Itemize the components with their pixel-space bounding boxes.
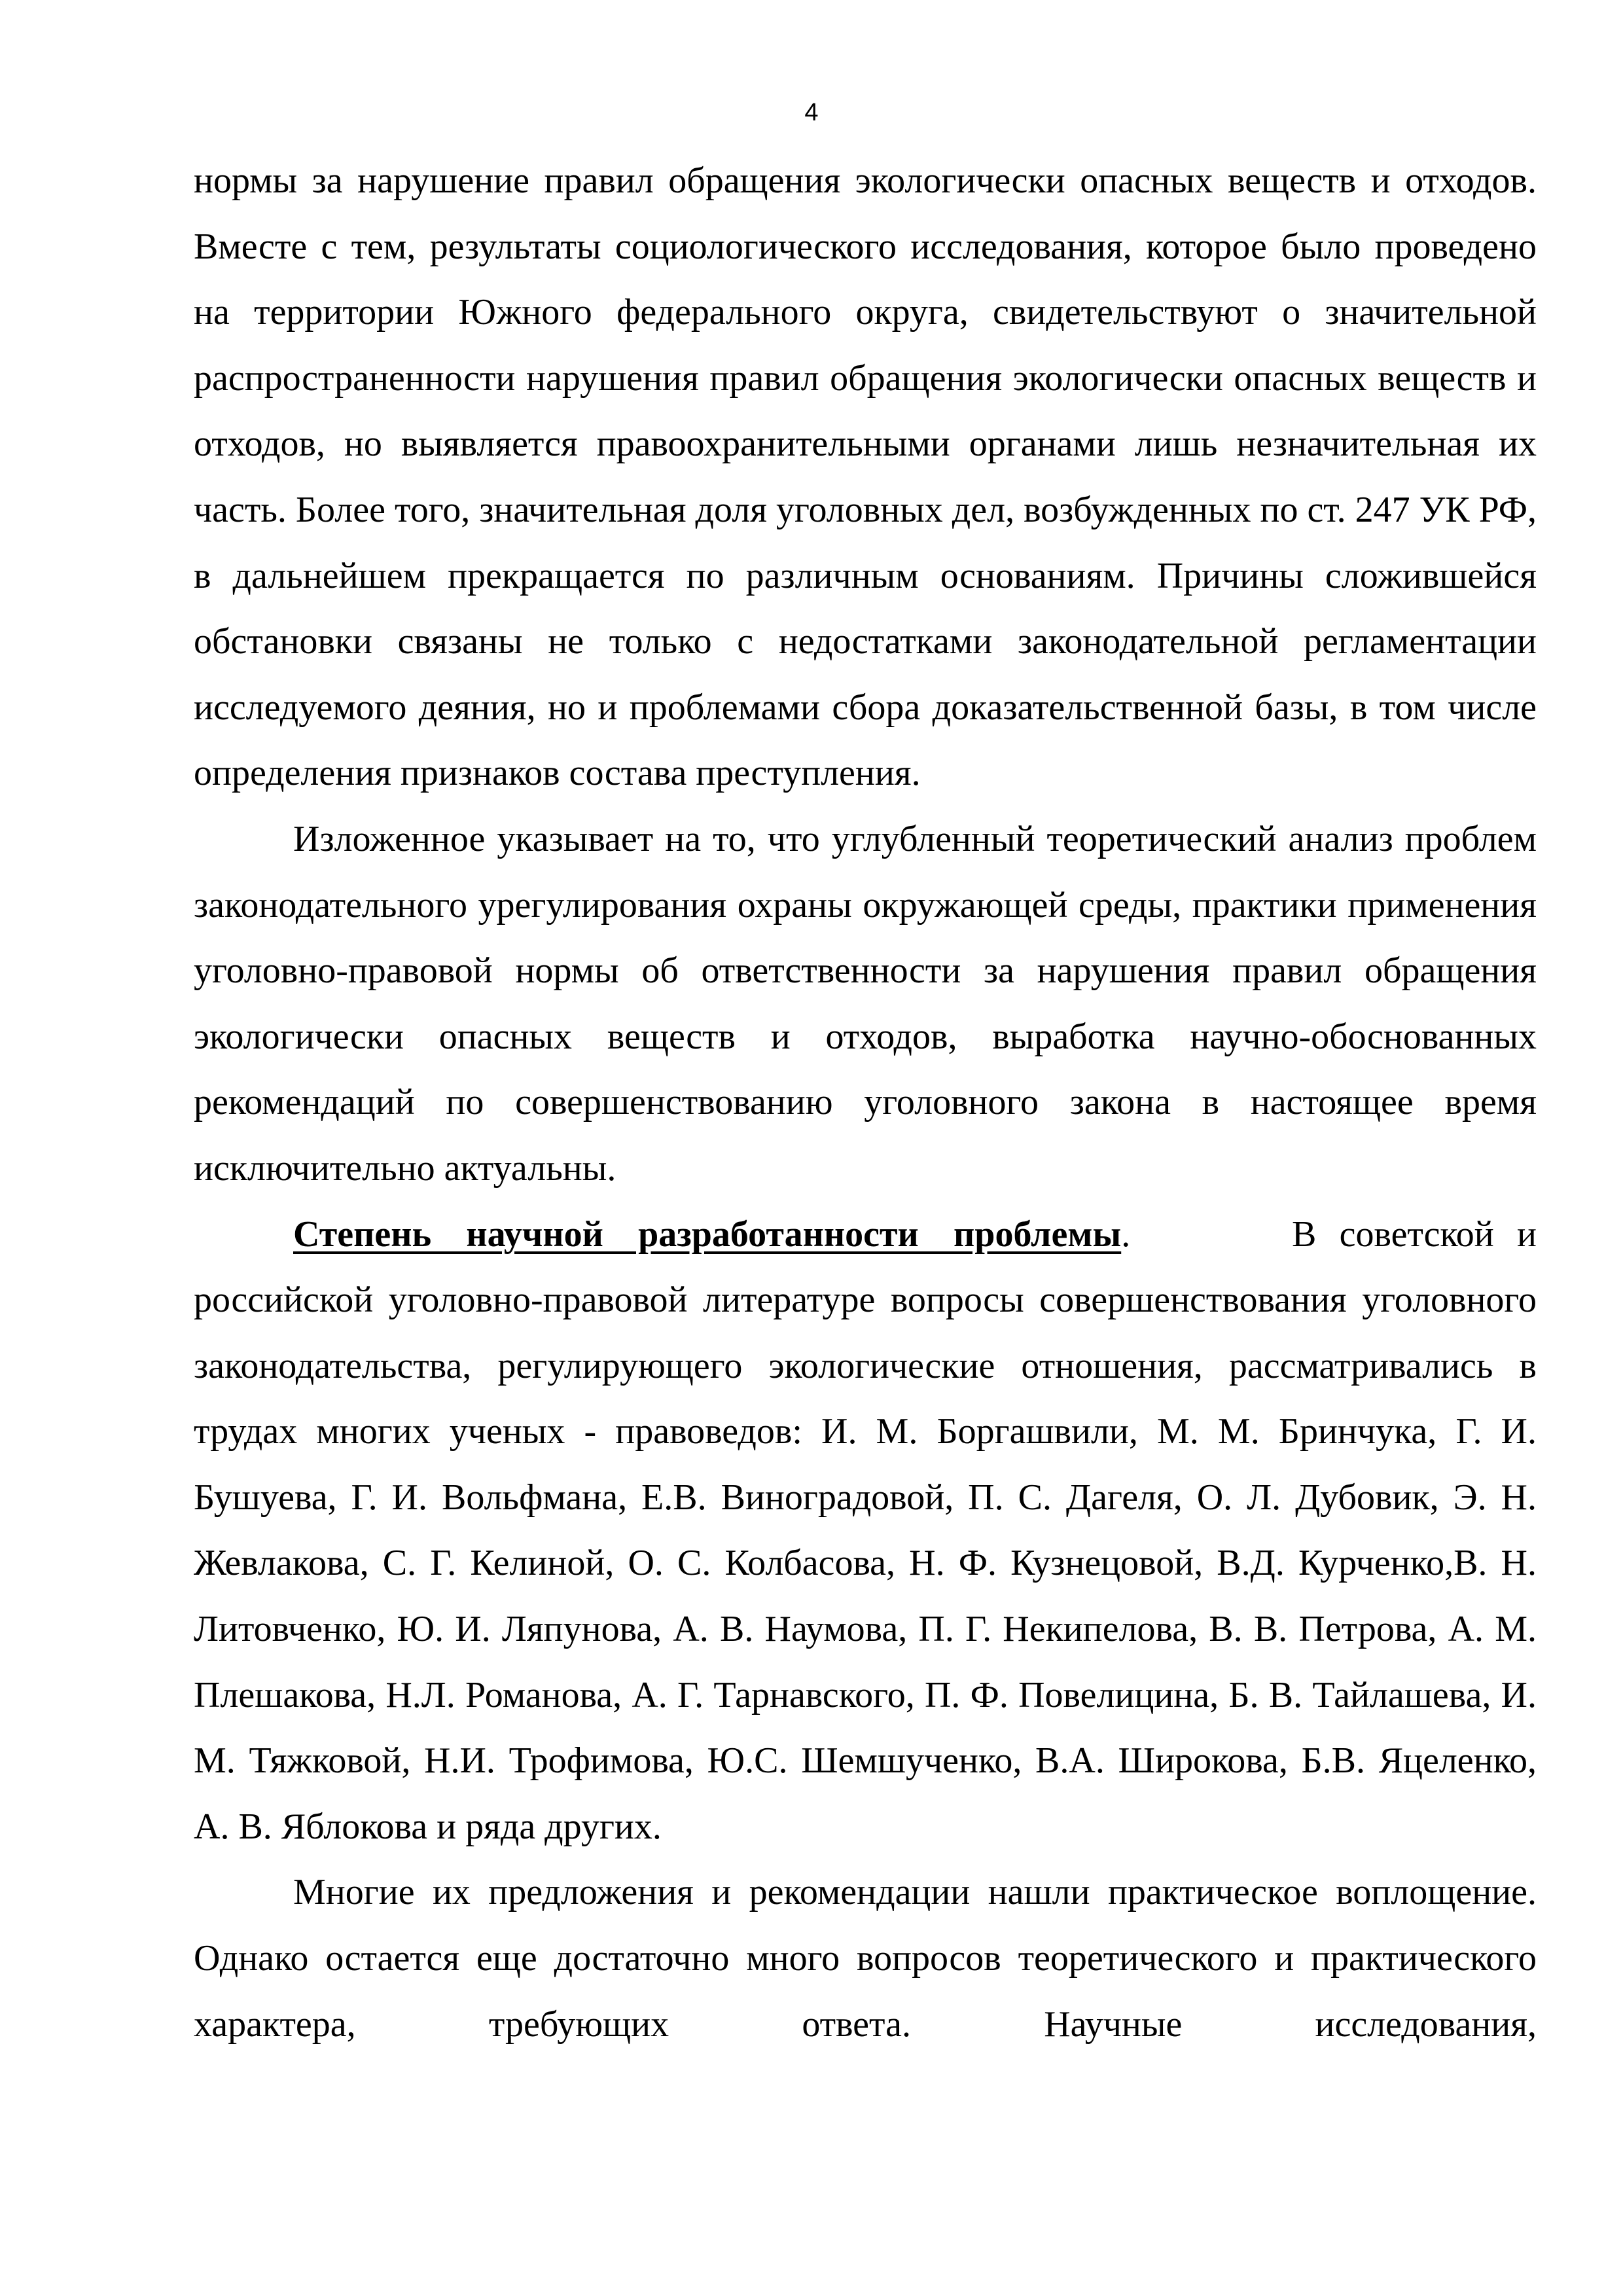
body-text: [194, 148, 1537, 2057]
paragraph-continuation: нормы за нарушение правил обращения экологически опасных веществ и отходов. Вместе с тем, результаты социологического исследования, которое было проведено на территории Южного федерального округа, свидетельствуют о значительной распространенности нарушения правил обращения экологически опасных веществ и отходов, но выявляется правоохранительными органами лишь незначительная их часть. Более того, значительная доля уголовных дел, возбужденных по ст. 247 УК РФ, в дальнейшем прекращается по различным основаниям. Причины сложившейся обстановки связаны не только с недостатками законодательной регламентации исследуемого деяния, но и проблемами сбора доказательственной базы, в том числе определения признаков состава преступления.: [194, 160, 1537, 794]
page-number: 4: [804, 99, 819, 126]
paragraph-relevance: Изложенное указывает на то, что углубленный теоретический анализ проблем законодательного урегулирования охраны окружающей среды, практики применения уголовно-правовой нормы об ответственности за нарушения правил обращения экологически опасных веществ и отходов, выработка научно-обоснованных рекомендаций по совершенствованию уголовного закона в настоящее время исключительно актуальны.: [194, 818, 1537, 1189]
paragraph-proposals: Многие их предложения и рекомендации нашли практическое воплощение. Однако остается еще достаточно много вопросов теоретического и практического характера, требующих ответа. Научные исследования,: [194, 1872, 1537, 2045]
section-heading-punctuation: .: [1121, 1213, 1131, 1255]
paragraph-research-degree: [194, 1202, 1537, 1860]
section-heading-body: В советской и российской уголовно-правовой литературе вопросы совершенствования уголовного законодательства, регулирующего экологические отношения, рассматривались в трудах многих ученых - правоведов: И. М. Боргашвили, М. М. Бринчука, Г. И. Бушуева, Г. И. Вольфмана, Е.В. Виноградовой, П. С. Дагеля, О. Л. Дубовик, Э. Н. Жевлакова, С. Г. Келиной, О. С. Колбасова, Н. Ф. Кузнецовой, В.Д. Курченко,В. Н. Литовченко, Ю. И. Ляпунова, А. В. Наумова, П. Г. Некипелова, В. В. Петрова, А. М. Плешакова, Н.Л. Романова, А. Г. Тарнавского, П. Ф. Повелицина, Б. В. Тайлашева, И. М. Тяжковой, Н.И. Трофимова, Ю.С. Шемшученко, В.А. Широкова, Б.В. Яцеленко, А. В. Яблокова и ряда других.: [194, 1213, 1537, 1847]
section-heading: Степень научной разработанности проблемы: [293, 1213, 1122, 1255]
